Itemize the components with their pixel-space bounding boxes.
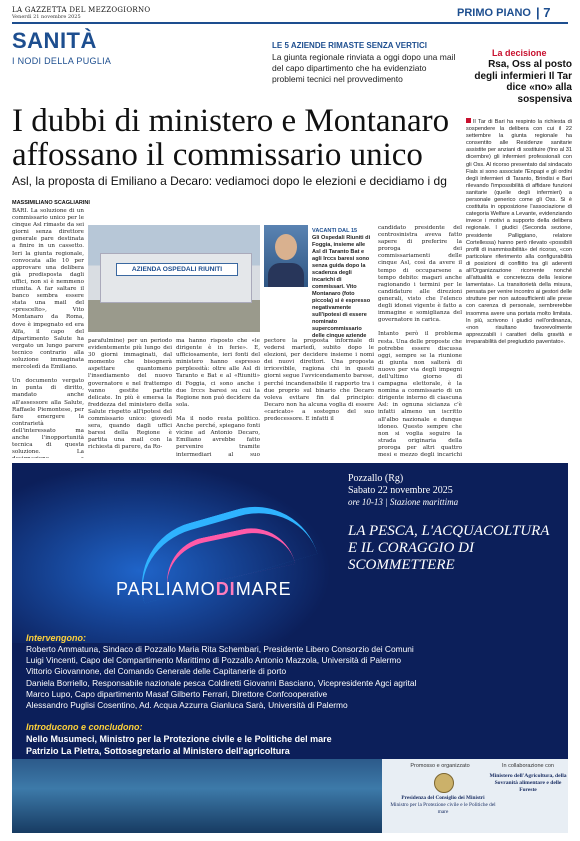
speaker-line: Roberto Ammatuna, Sindaco di Pozzallo Maria Rita Schembari, Presidente Libero Consorzio dei Comuni xyxy=(26,644,414,654)
photo-caption xyxy=(312,228,372,340)
speaker-line: Alessandro Puglisi Cosentino, Ad. Acqua Azzurra Gianluca Sarà, Università di Palermo xyxy=(26,700,348,711)
byline: MASSIMILIANO SCAGLIARINI xyxy=(12,200,90,206)
event-logo: PARLIAMODIMARE xyxy=(116,579,292,599)
section-title: SANITÀ xyxy=(12,28,97,53)
kicker-title: LE 5 AZIENDE RIMASTE SENZA VERTICI xyxy=(272,41,427,50)
headline: I dubbi di ministero e Montanaro affossano il commissario unico xyxy=(12,103,450,173)
header-rule xyxy=(12,22,568,24)
presidency-name: Presidenza del Consiglio dei Ministri Ministro per la Protezione civile e le Politiche del mare xyxy=(390,795,496,815)
issue-date: Venerdì 21 novembre 2025 xyxy=(12,14,81,20)
portrait-face xyxy=(275,234,297,260)
speakers-list-extra xyxy=(26,689,562,711)
hospital-photo xyxy=(88,225,260,332)
section-label: PRIMO PIANO xyxy=(457,7,531,19)
hospital-sign: AZIENDA OSPEDALI RIUNITI xyxy=(116,263,238,276)
conclusion-line: Nello Musumeci, Ministro per la Protezione civile e le Politiche del mare xyxy=(26,734,332,744)
portrait-shirt xyxy=(268,263,304,287)
speaker-line: Luigi Vincenti, Capo del Compartimento Marittimo di Pozzallo Antonio Mazzola, Università di Palermo xyxy=(26,655,402,666)
sidebar-body: Il Tar di Bari ha respinto la richiesta di sospendere la delibera con cui il 22 settembre la giunta regionale ha consentito alle Residenze sanitarie assistite per anziani di sostituire (fino al 31 dicembre) gli infermieri professionali con gli Oss. Al ricorso presentato dal sindacato Fials si sono associate l'Enpapi e gli ordini degli infermieri di Taranto, Brindisi e Bari rilevando l'impossibilità di affidare funzioni sanitarie (quelle degli infermieri) a personale generico come gli Oss. Si è costituita in opposizione l'associazione di categoria Welfare a Levante, evidenziando invece i motivi a supporto della delibera regionale. I giudici (Seconda sezione, presidente Palliggiano, relatore Cortellessa) hanno però rilevato «possibili profili di inammissibilità» del ricorso, «con particolare riferimento alla configurabilità di posizioni di conflitto tra gli aderenti all'Organizzazione ricorrente nonché all'attualità e concretezza della lesione lamentata». La transitorietà della misura, pensata per venire incontro ai gestori delle strutture per non autosufficienti alle prese con carenza di personale, sembrerebbe insomma avere una portata molto limitata. In più, scrivono i giudici nell'ordinanza, «non risultano favorevolmente apprezzabili i caratteri della gravità e irreparabilità del pregiudizio paventato». xyxy=(466,119,572,345)
article-column-3: ma hanno risposto che «le dirigente è in ferie». E, ufficiosamente, ieri fonti del ministero hanno espresso perplessità: oltre alle Asl di Taranto e Bat e al «Riuniti» di Foggia, ci sono anche i due Irccs baresi su cui la Regione non può decidere da sola. Ma il nodo resta politico. Anche perché, spiegano fonti vicine ad Antonio Decaro, Emiliano avrebbe fatto pervenire tramite intermediari al suo xyxy=(176,338,260,458)
section-subtitle: I NODI DELLA PUGLIA xyxy=(12,56,112,66)
masthead: LA GAZZETTA DEL MEZZOGIORNO xyxy=(12,6,151,14)
article-column-2: parafulmine) per un periodo evidentemente più lungo dei 30 giorni immaginati, dal momento che bisognerà aspettare quantomeno l'insediamento del nuovo governatore e nel frattempo vanno gestite partite delicate. In più è emersa la freddezza del ministero della Salute rispetto all'ipotesi del commissario unico: giovedì sera, quando dagli uffici baresi della Regione è partita una mail con la richiesta di parere, da Ro- xyxy=(88,338,172,451)
caption-text: Gli Ospedali Riuniti di Foggia, insieme alle Asl di Taranto Bat e agli Irccs baresi sono senza guida dopo la scadenza degli incarichi di commissari. Vito Montanaro (foto piccola) si è espresso negativamente sull'ipotesi di essere nominato supercommissario delle cinque aziende xyxy=(312,235,371,339)
event-advertisement xyxy=(12,463,568,833)
subheadline: Asl, la proposta di Emiliano a Decaro: vediamoci dopo le elezioni e decidiamo i dg xyxy=(12,174,447,188)
event-place: Pozzallo (Rg) xyxy=(348,473,404,484)
promoted-by-label: Promosso e organizzato xyxy=(410,763,470,769)
sponsors-panel xyxy=(382,759,568,833)
italian-emblem-icon xyxy=(434,773,454,793)
kicker-text: La giunta regionale rinviata a oggi dopo una mail del capo dipartimento che ha evidenziato problemi tecnici nel provvedimento xyxy=(272,52,456,84)
hospital-building xyxy=(100,253,252,303)
event-time: ore 10-13 | Stazione marittima xyxy=(348,497,459,507)
article-column-4: pectore la proposta informale di vedersi martedì, subito dopo le elezioni, per decidere insieme i nomi dei nuovi direttori. Una proposta irricevibile, ragiona chi in questi giorni segue l'avvicendamento barese, perché incandensibile il rapporto tra i due proprio sul binario che Decaro voleva evitare fin dal principio: Decaro non ha alcuna voglia di essere «caricato» a sostegno del suo predecessore. E infatti il xyxy=(264,338,374,423)
portrait-photo xyxy=(264,225,308,287)
sidebar-label: La decisione xyxy=(492,48,547,58)
caption-head: VACANTI DAL 15 xyxy=(312,228,358,234)
event-title: LA PESCA, L'ACQUACOLTURA E IL CORAGGIO DI SCOMMETTERE xyxy=(348,523,550,573)
speaker-line: Daniela Borriello, Responsabile nazionale pesca Coldiretti Giovanni Basciano, Vicepresidente Agci agrital xyxy=(26,677,417,688)
article-column-5: candidato presidente del centrosinistra aveva fatto sapere di preferire la proroga dei commissariamenti delle cinque Asl, così da avere il tempo di occuparsene a tempo debito: magari anche ragionando i termini per le candidature alle direzioni generali, visto che l'elenco degli idonei vigente è fatto a immagine e somiglianza del governatore in carica. Intanto però il problema resta. Una delle proposte che potrebbe essere discussa oggi, sempre se la riunione di giunta non salterà di nuovo per via degli impegni dell'ultimo giorno di campagna elettorale, è la nomina a commissario di un dirigente interno di ciascuna Asl: in ognuna sicianza c'è infatti almeno un iscritto all'albo nazionale e dunque idoneo. Questo sempre che non si voglia seguire la strada originaria della proroga per altri quattro mesi e mezzo degli incarichi xyxy=(378,225,462,458)
speaker-line: Marco Lupo, Capo dipartimento Masaf Gilberto Ferrari, Direttore Confcooperative xyxy=(26,689,328,699)
collaboration-label: In collaborazione con xyxy=(502,763,554,769)
page-number: | 7 xyxy=(536,5,551,20)
speaker-line: Vittorio Giovannone, del Comando Generale delle Capitanerie di porto xyxy=(26,666,287,677)
article-column-1: BARI. La soluzione di un commissario unico per le cinque Asl rimaste da sei giorni senza direttore generale pare destinata a finire in un cassetto. Ieri la giunta regionale, convocata alle 10 per approvare una delibera già predisposta dagli uffici, non si è nemmeno riunita. A far saltare il banco sembra essere stata una mail del «prescelto», Vito Montanaro da Roma, dove è impegnato ed era Alfa, il capo del dipartimento Salute ha vergato un lungo parere tecnico contrario alla soluzione immaginata mercoledì da Emiliano. Un documento vergato in punta di diritto, mandato anche all'assessore alla Salute, Raffaele Piemontese, per fare emergere la contrarietà dell'interessato ma anche l'inopportunità tecnica di questa soluzione. La xyxy=(12,208,84,456)
interventions-label: Intervengono: xyxy=(26,633,86,643)
sidebar-text xyxy=(466,118,572,346)
fish-farm-photo xyxy=(12,759,382,833)
conclusion-label: Introducono e concludono: xyxy=(26,722,143,732)
ministry-name: Ministero dell'Agricoltura, della Sovranità alimentare e delle Foreste xyxy=(489,773,567,793)
sidebar-headline: Rsa, Oss al posto degli infermieri Il Tar dice «no» alla sospensiva xyxy=(474,59,572,105)
speakers-list xyxy=(26,644,562,689)
event-date: Sabato 22 novembre 2025 xyxy=(348,485,453,496)
conclusion-line: Patrizio La Pietra, Sottosegretario al Ministero dell'agricoltura xyxy=(26,745,290,756)
conclusion-list xyxy=(26,734,562,757)
bullet-marker xyxy=(466,118,471,123)
